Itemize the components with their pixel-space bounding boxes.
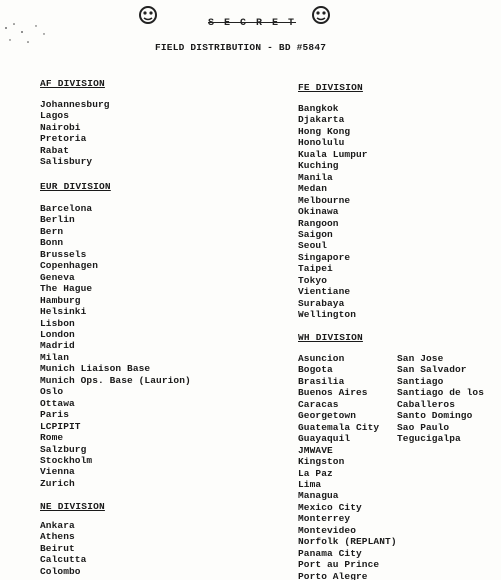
station-item: Taipei <box>298 263 333 275</box>
station-item: Port au Prince <box>298 559 380 571</box>
station-item: Porto Alegre <box>298 570 368 580</box>
station-item: Rabat <box>40 144 70 156</box>
station-item: Caballeros <box>397 398 456 410</box>
station-item: Georgetown <box>298 410 357 422</box>
station-item: Manila <box>298 171 333 183</box>
station-item: Montevideo <box>298 524 357 536</box>
station-item: Barcelona <box>40 203 93 214</box>
station-item: Mexico City <box>298 501 362 513</box>
wh-division-list-col1 <box>298 353 397 580</box>
station-item: Oslo <box>40 386 64 398</box>
station-item: Wellington <box>298 309 357 321</box>
station-item: Singapore <box>298 251 351 263</box>
classification-marking: S E C R E T <box>208 18 297 29</box>
station-item: Buenos Aires <box>298 387 368 399</box>
station-item: Stockholm <box>40 454 93 466</box>
station-item: Monterrey <box>298 513 351 525</box>
station-item: Asuncion <box>298 353 345 364</box>
station-item: Brussels <box>40 248 87 260</box>
station-item: The Hague <box>40 283 93 295</box>
station-item: Pretoria <box>40 133 87 145</box>
fe-division-heading: FE DIVISION <box>298 82 363 93</box>
station-item: Helsinki <box>40 306 87 318</box>
station-item: Guayaquil <box>298 433 351 445</box>
eur-division-list <box>40 203 191 489</box>
station-item: Honolulu <box>298 137 345 149</box>
station-item: London <box>40 328 75 340</box>
station-item: Johannesburg <box>40 99 110 110</box>
station-item: Ottawa <box>40 397 75 409</box>
station-item: Hamburg <box>40 294 81 306</box>
station-item: Vientiane <box>298 286 351 298</box>
station-item: Djakarta <box>298 114 345 126</box>
document-title: FIELD DISTRIBUTION - BD #5847 <box>155 42 327 53</box>
station-item: Geneva <box>40 271 75 283</box>
station-item: Kuching <box>298 160 339 172</box>
wh-division-heading: WH DIVISION <box>298 332 363 343</box>
wh-division-list-col2 <box>397 353 484 445</box>
station-item: Madrid <box>40 340 75 352</box>
station-item: Santo Domingo <box>397 410 473 422</box>
station-item: Vienna <box>40 466 75 478</box>
af-division-heading: AF DIVISION <box>40 78 105 89</box>
ne-division-list <box>40 520 86 577</box>
station-item: Berlin <box>40 214 75 226</box>
ne-division-heading: NE DIVISION <box>40 501 105 512</box>
station-item: Calcutta <box>40 554 87 566</box>
station-item: Zurich <box>40 477 75 489</box>
fe-division-list <box>298 103 368 321</box>
station-item: Bern <box>40 225 64 237</box>
station-item: Lagos <box>40 110 70 122</box>
station-item: Medan <box>298 183 328 195</box>
station-item: Lima <box>298 478 322 490</box>
station-item: Tegucigalpa <box>397 433 461 445</box>
station-item: Norfolk (REPLANT) <box>298 536 397 548</box>
station-item: Rangoon <box>298 217 339 229</box>
station-item: Bogota <box>298 364 333 376</box>
station-item: La Paz <box>298 467 333 479</box>
station-item: Nairobi <box>40 121 81 133</box>
station-item: Guatemala City <box>298 421 380 433</box>
station-item: Surabaya <box>298 297 345 309</box>
station-item: Caracas <box>298 398 339 410</box>
station-item: Munich Liaison Base <box>40 363 151 375</box>
station-item: Bangkok <box>298 103 339 114</box>
station-item: Milan <box>40 351 70 363</box>
station-item: Panama City <box>298 547 362 559</box>
station-item: Salisbury <box>40 156 93 168</box>
station-item: Seoul <box>298 240 328 252</box>
station-item: Hong Kong <box>298 125 351 137</box>
station-item: Saigon <box>298 228 333 240</box>
station-item: Sao Paulo <box>397 421 450 433</box>
station-item: Munich Ops. Base (Laurion) <box>40 374 191 386</box>
station-item: Salzburg <box>40 443 87 455</box>
station-item: JMWAVE <box>298 444 333 456</box>
station-item: Athens <box>40 531 75 543</box>
station-item: Managua <box>298 490 339 502</box>
stamp-mark-icon <box>137 4 159 26</box>
station-item: Tokyo <box>298 274 328 286</box>
station-item: Santiago <box>397 375 444 387</box>
station-item: Melbourne <box>298 194 351 206</box>
station-item: Colombo <box>40 565 81 577</box>
station-item: Lisbon <box>40 317 75 329</box>
station-item: San Salvador <box>397 364 467 376</box>
station-item: Brasilia <box>298 375 345 387</box>
station-item: Copenhagen <box>40 260 99 272</box>
eur-division-heading: EUR DIVISION <box>40 181 111 192</box>
scan-specks <box>0 20 60 60</box>
station-item: Beirut <box>40 542 75 554</box>
stamp-mark-icon <box>310 4 332 26</box>
station-item: Rome <box>40 432 64 444</box>
station-item: Okinawa <box>298 206 339 218</box>
station-item: Ankara <box>40 520 75 531</box>
station-item: Paris <box>40 409 70 421</box>
station-item: Kuala Lumpur <box>298 148 368 160</box>
station-item: Santiago de los <box>397 387 485 399</box>
station-item: LCPIPIT <box>40 420 81 432</box>
af-division-list <box>40 99 110 168</box>
station-item: Kingston <box>298 456 345 468</box>
station-item: San Jose <box>397 353 444 364</box>
station-item: Bonn <box>40 237 64 249</box>
